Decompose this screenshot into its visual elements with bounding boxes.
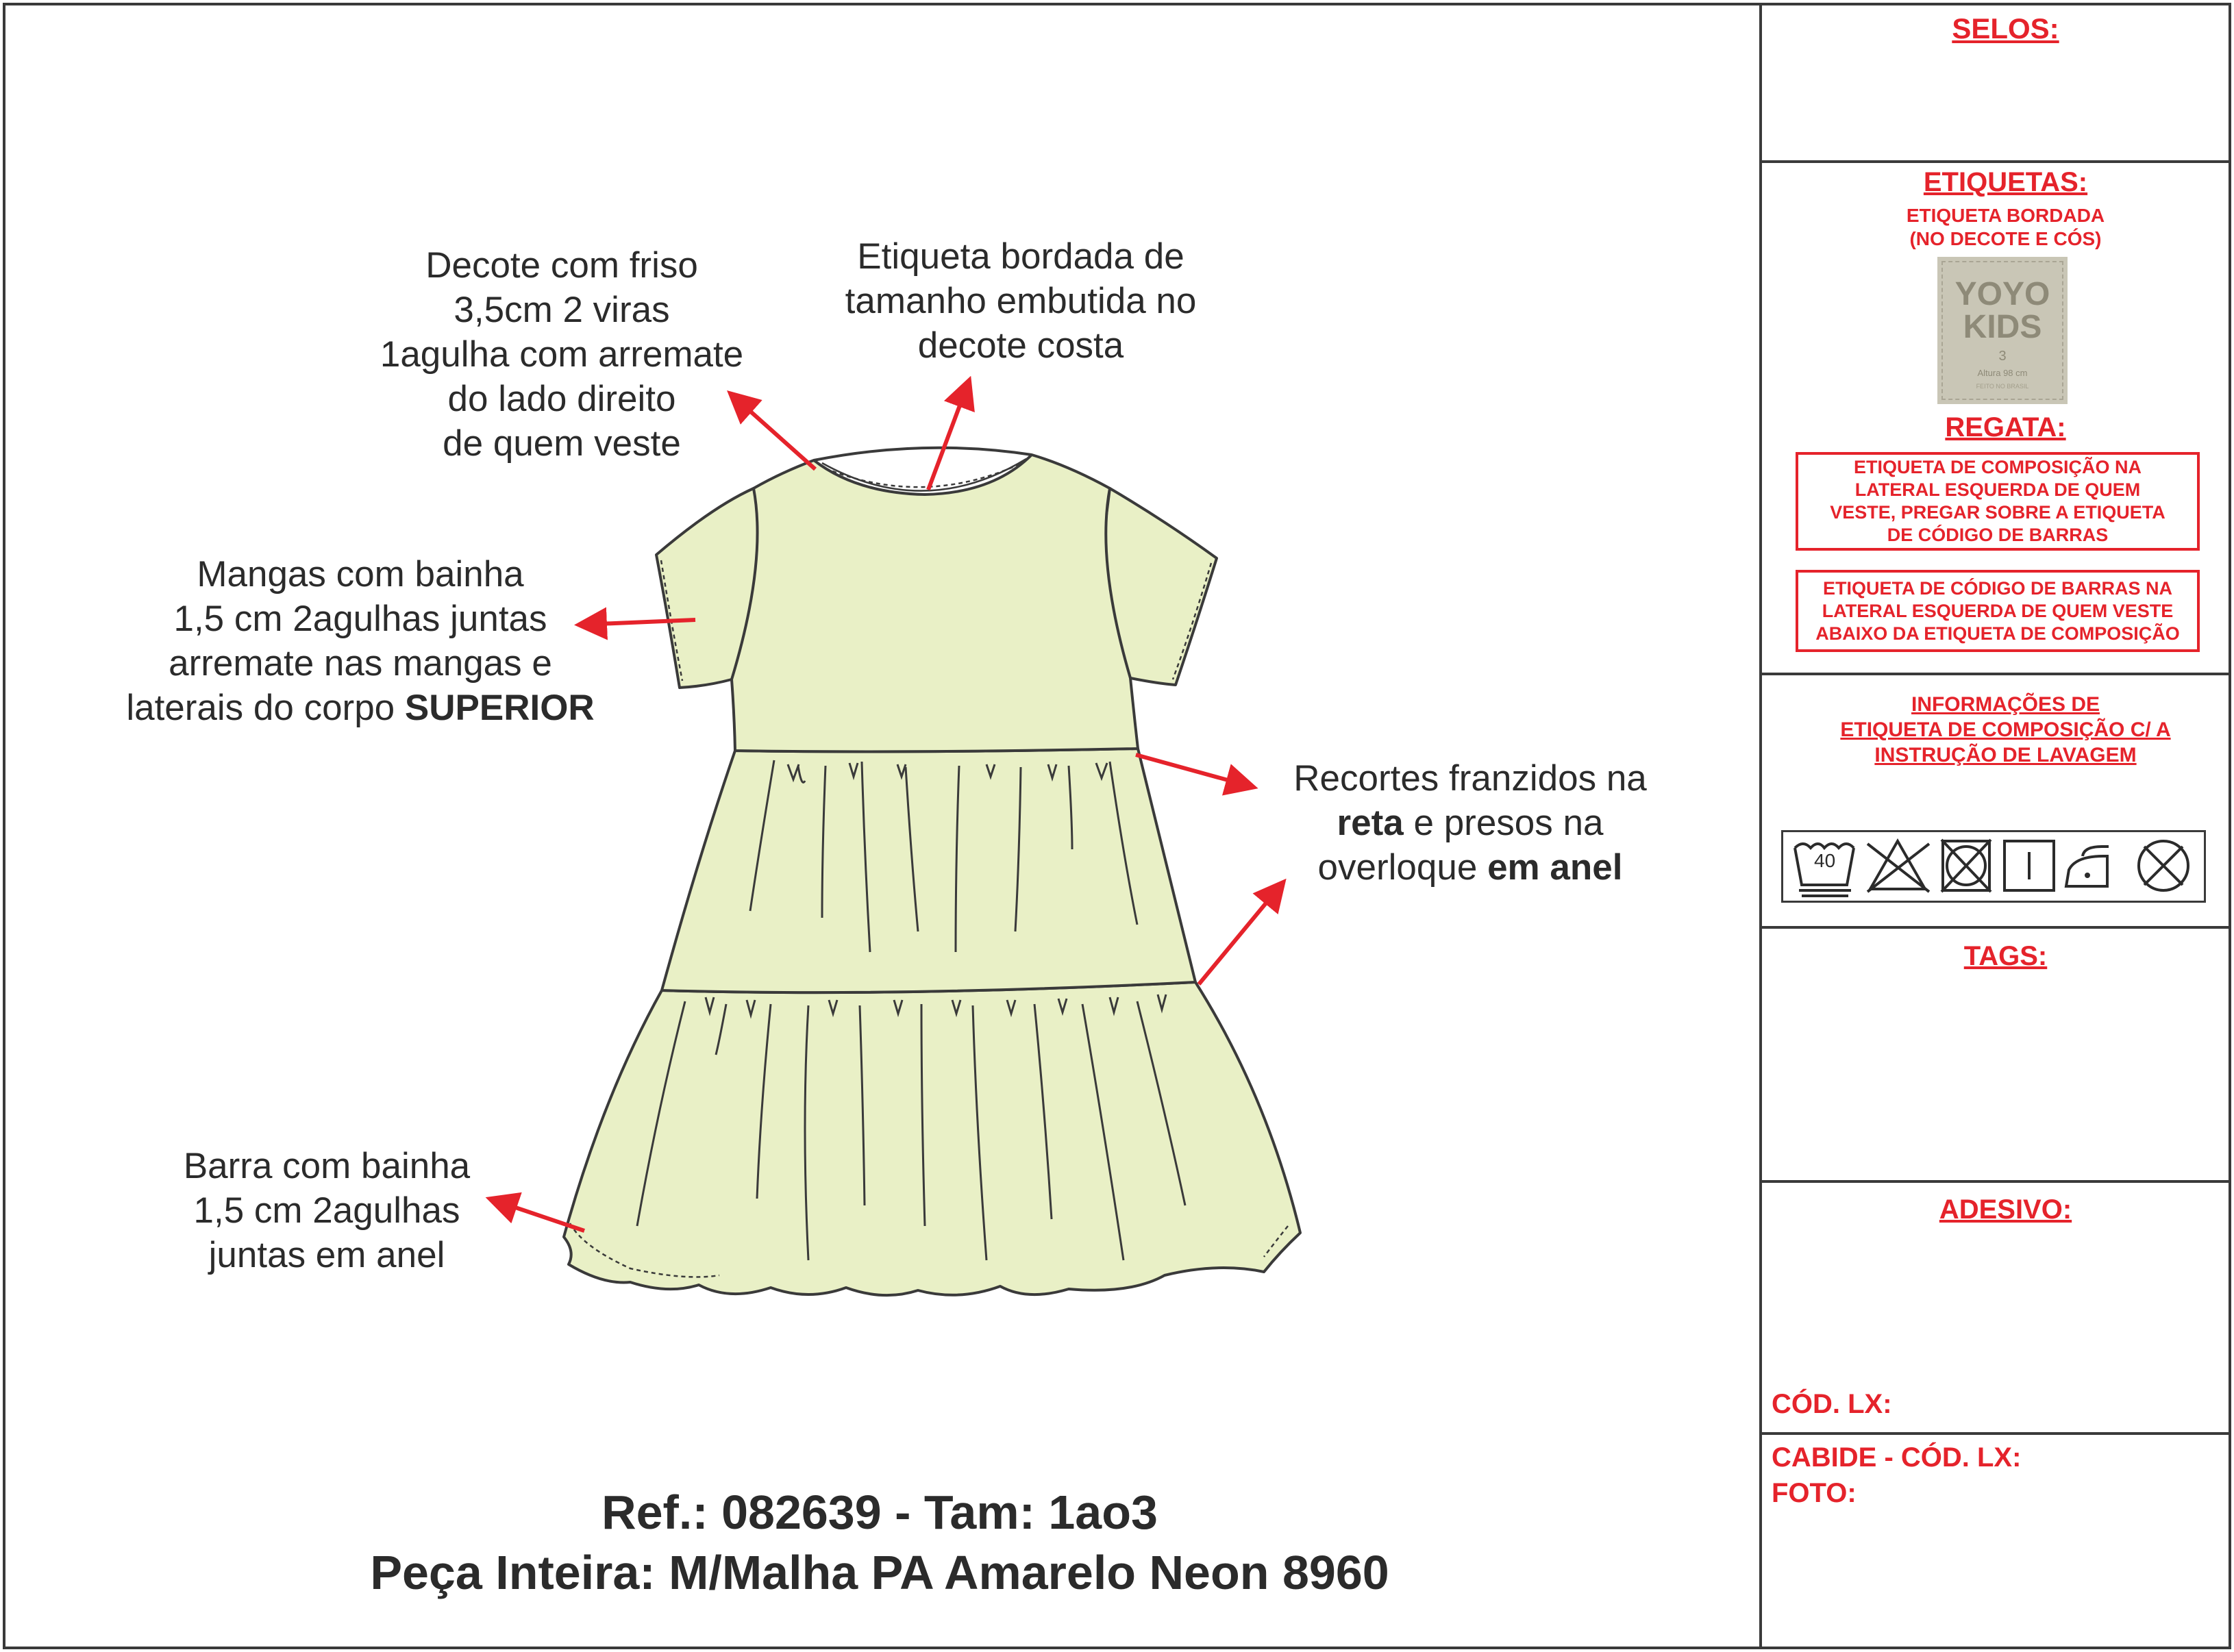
selos-title: SELOS: [1952, 12, 2059, 45]
label-height: Altura 98 cm [1977, 368, 2028, 378]
dress-middle-tier [662, 749, 1195, 992]
regata-box1-line: LATERAL ESQUERDA DE QUEM [1854, 479, 2141, 500]
note-recortes-bold: reta [1337, 803, 1404, 843]
info-title-line: INSTRUÇÃO DE LAVAGEM [1874, 744, 2137, 766]
note-recortes [1293, 756, 1824, 890]
regata-title: REGATA: [1945, 412, 2066, 442]
regata-box2-line: ABAIXO DA ETIQUETA DE COMPOSIÇÃO [1815, 623, 2180, 644]
adesivo-title: ADESIVO: [1939, 1194, 2072, 1225]
note-barra-line: 1,5 cm 2agulhas [193, 1190, 460, 1231]
note-mangas-line: 1,5 cm 2agulhas juntas [173, 599, 547, 639]
info-title-line: INFORMAÇÕES DE [1911, 693, 2100, 716]
note-etiqueta [845, 234, 1372, 368]
regata-box2-line: ETIQUETA DE CÓDIGO DE BARRAS NA [1822, 577, 2173, 599]
wash-temp-label: 40 [1814, 850, 1836, 871]
care-symbols-strip [1781, 830, 2206, 903]
note-decote-line: Decote com friso [425, 245, 698, 286]
divider-etiquetas [1761, 673, 2231, 675]
note-barra-line: juntas em anel [208, 1235, 445, 1275]
arrow-etiqueta [928, 384, 968, 490]
piece-description: Peça Inteira: M/Malha PA Amarelo Neon 8960 [370, 1546, 1389, 1599]
etiquetas-sub-line: ETIQUETA BORDADA [1906, 205, 2105, 226]
regata-box-barcode [1796, 570, 2200, 652]
note-mangas-line: Mangas com bainha [197, 554, 524, 595]
note-decote-line: do lado direito [447, 379, 676, 419]
note-barra [183, 1144, 613, 1277]
note-decote-line: 1agulha com arremate [380, 334, 744, 375]
iron-low-icon [2066, 847, 2109, 886]
note-mangas-bold: SUPERIOR [404, 688, 595, 728]
info-title [1761, 692, 2234, 768]
regata-box1-line: ETIQUETA DE COMPOSIÇÃO NA [1853, 457, 2142, 477]
line-dry-icon [2005, 841, 2054, 890]
etiquetas-subtitle [1761, 204, 2234, 251]
note-recortes-line [1293, 801, 1647, 845]
label-made-in: FEITO NO BRASIL [1976, 383, 2029, 390]
no-tumble-dry-icon [1941, 840, 1991, 892]
label-brand-line1: YOYO [1954, 276, 2050, 312]
tags-title: TAGS: [1963, 941, 2048, 971]
dress-bottom-tier [564, 982, 1300, 1295]
no-dry-clean-icon [2139, 841, 2188, 890]
arrow-recortes-bottom [1199, 885, 1281, 984]
cod-lx-label: CÓD. LX: [1772, 1389, 1892, 1419]
regata-box1-line: DE CÓDIGO DE BARRAS [1887, 525, 2109, 545]
no-bleach-icon [1867, 841, 1929, 892]
label-brand-line2: KIDS [1963, 309, 2042, 345]
info-title-line: ETIQUETA DE COMPOSIÇÃO C/ A [1840, 718, 2171, 741]
etiquetas-sub-line: (NO DECOTE E CÓS) [1909, 228, 2102, 249]
note-recortes-prefix: overloque [1317, 847, 1488, 888]
note-etiqueta-line: tamanho embutida no [845, 281, 1197, 321]
note-recortes-rest: e presos na [1403, 803, 1604, 843]
note-decote-line: de quem veste [443, 423, 681, 464]
yoyo-kids-label [1937, 257, 2068, 404]
note-etiqueta-line: decote costa [917, 325, 1124, 366]
note-recortes-line [1293, 845, 1647, 890]
regata-box-composition [1796, 452, 2200, 551]
label-size: 3 [1998, 349, 2007, 364]
divider-info [1761, 926, 2231, 929]
cabide-label: CABIDE - CÓD. LX: [1772, 1442, 2022, 1473]
note-etiqueta-line: Etiqueta bordada de [857, 236, 1184, 277]
note-mangas-line [126, 686, 594, 730]
note-decote-line: 3,5cm 2 viras [454, 290, 670, 330]
note-mangas [126, 552, 828, 730]
iron-dot-icon [2085, 873, 2090, 878]
regata-box2-line: LATERAL ESQUERDA DE QUEM VESTE [1822, 600, 2174, 621]
divider-adesivo [1761, 1432, 2231, 1435]
regata-box1-line: VESTE, PREGAR SOBRE A ETIQUETA [1830, 502, 2165, 523]
foto-label: FOTO: [1772, 1478, 1857, 1508]
arrow-recortes-top [1136, 755, 1250, 786]
note-recortes-line: Recortes franzidos na [1293, 758, 1647, 799]
note-mangas-prefix: laterais do corpo [126, 688, 405, 728]
divider-selos [1761, 160, 2231, 163]
note-barra-line: Barra com bainha [183, 1146, 471, 1186]
reference-line: Ref.: 082639 - Tam: 1ao3 [601, 1486, 1158, 1539]
etiquetas-title: ETIQUETAS: [1923, 167, 2088, 197]
note-mangas-line: arremate nas mangas e [169, 643, 552, 684]
divider-tags [1761, 1180, 2231, 1183]
note-recortes-bold: em anel [1487, 847, 1623, 888]
care-symbols-svg [1781, 830, 2206, 903]
